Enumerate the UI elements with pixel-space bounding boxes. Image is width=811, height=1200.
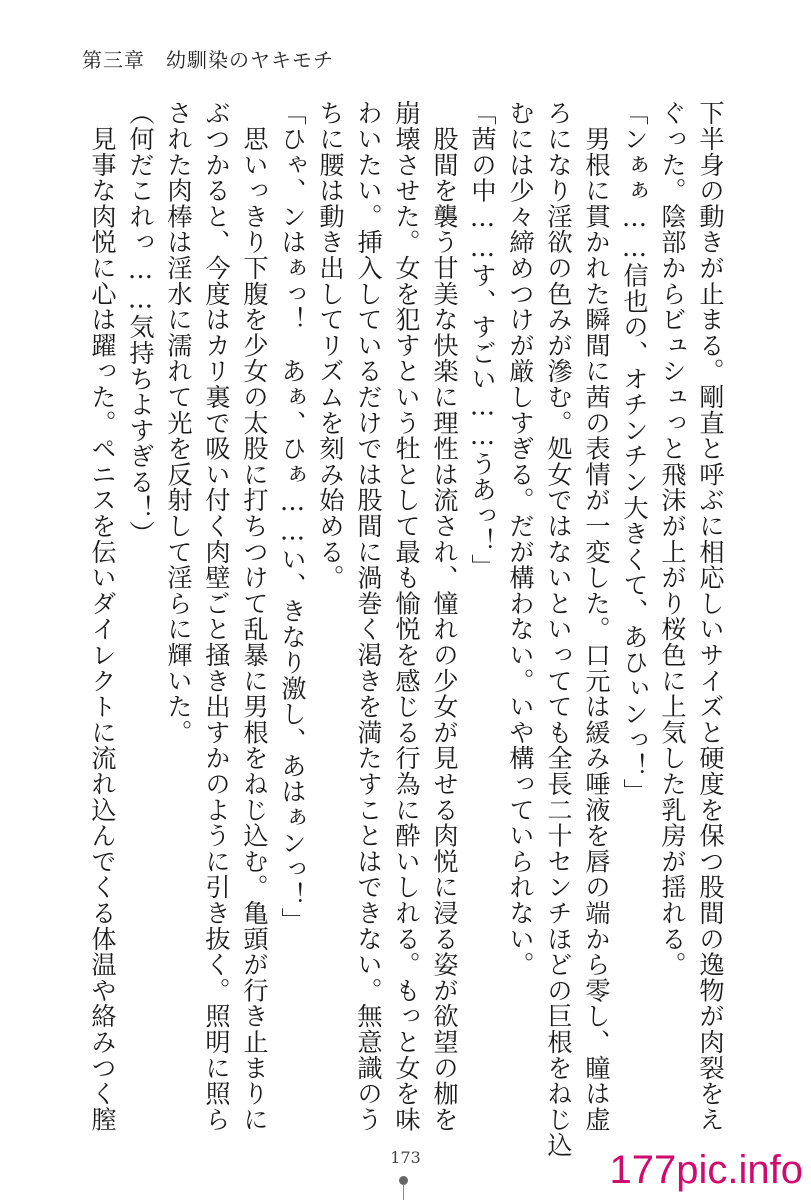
text-line: 「ひゃ、ンはぁっ！ あぁ、ひぁ……い、きなり激し、あはぁンっ！」 — [278, 100, 307, 934]
site-watermark: 177pic.info — [609, 1148, 803, 1192]
page-number: 173 — [390, 1148, 421, 1167]
text-line: むには少々締めつけが厳しすぎる。だが構わない。いや構っていられない。 — [506, 100, 535, 978]
text-line: ぶつかると、今度はカリ裏で吸い付く肉壁ごと掻き出すかのように引き抜く。照明に照ら — [202, 100, 231, 1132]
text-line: 「茜の中……す、すごい……うあっ！」 — [468, 100, 497, 580]
text-line: 思いっきり下腹を少女の太股に打ちつけて乱暴に男根をねじ込む。亀頭が行き止まりに — [240, 100, 269, 1132]
text-line: ろになり淫欲の色みが滲む。処女ではないといってても全長二十センチほどの巨根をねじ込 — [544, 100, 573, 1158]
text-line: された肉棒は淫水に濡れて光を反射して淫らに輝いた。 — [164, 100, 193, 745]
text-line: 股間を襲う甘美な快楽に理性は流され、憧れの少女が見せる肉悦に浸る姿が欲望の枷を — [430, 100, 459, 1132]
text-line: 崩壊させた。女を犯すという牡として最も愉悦を感じる行為に酔いしれる。もっと女を味 — [392, 100, 421, 1132]
text-line: （何だこれっ……気持ちよすぎる！） — [126, 100, 155, 547]
text-line: 男根に貫かれた瞬間に茜の表情が一変した。口元は緩み唾液を唇の端から零し、瞳は虚 — [582, 100, 611, 1132]
pin-marker-icon — [399, 1176, 408, 1200]
text-line: ちに腰は動き出してリズムを刻み始める。 — [316, 100, 345, 591]
chapter-running-head: 第三章 幼馴染のヤキモチ — [82, 48, 334, 72]
text-line: わいたい。挿入しているだけでは股間に渦巻く渇きを満たすことはできない。無意識のう — [354, 100, 383, 1132]
text-line: 下半身の動きが止まる。剛直と呼ぶに相応しいサイズと硬度を保つ股間の逸物が肉裂をえ — [696, 100, 725, 1132]
text-line: 見事な肉悦に心は躍った。ペニスを伝いダイレクトに流れ込んでくる体温や絡みつく膣 — [88, 100, 117, 1132]
text-line: ぐった。陰部からビュシュっと飛沫が上がり桜色に上気した乳房が揺れる。 — [658, 100, 687, 978]
text-line: 「ンぁぁ……信也の、オチンチン大きくて、あひぃンっ！」 — [620, 100, 649, 805]
